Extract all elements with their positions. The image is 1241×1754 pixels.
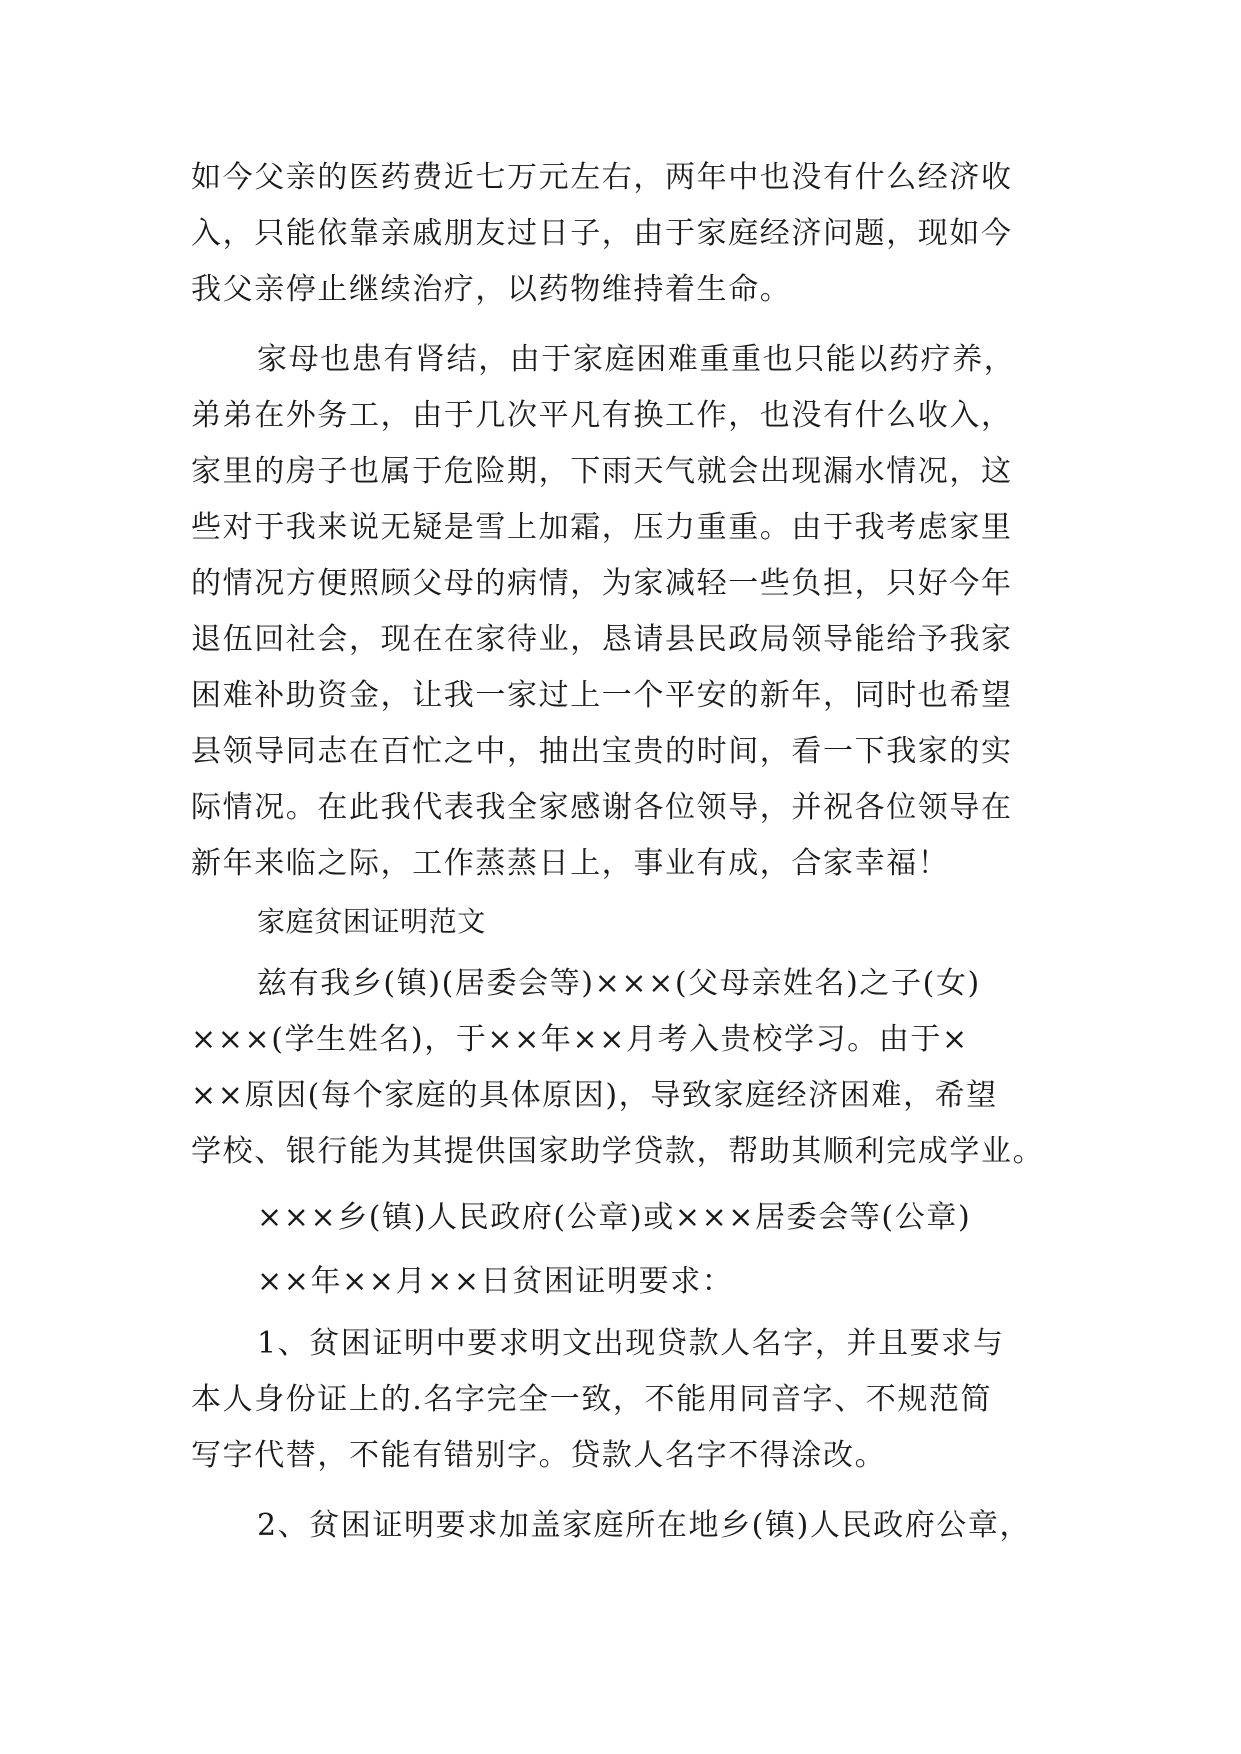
requirement-item-1: 1、贫困证明中要求明文出现贷款人名字，并且要求与 [257,1326,1005,1361]
body-line: 如今父亲的医药费近七万元左右，两年中也没有什么经济收 [191,160,1013,195]
body-line: 际情况。在此我代表我全家感谢各位领导，并祝各位领导在 [191,790,1013,825]
body-line: 新年来临之际，工作蒸蒸日上，事业有成，合家幸福！ [191,846,950,881]
body-line: 的情况方便照顾父母的病情，为家减轻一些负担，只好今年 [191,566,1013,601]
seal-line: ×××乡(镇)人民政府(公章)或×××居委会等(公章) [257,1200,972,1235]
paragraph-start-line: 兹有我乡(镇)(居委会等)×××(父母亲姓名)之子(女) [257,966,981,1001]
body-line: 县领导同志在百忙之中，抽出宝贵的时间，看一下我家的实 [191,734,1013,769]
date-line: ××年××月××日贫困证明要求： [257,1264,734,1299]
section-title: 家庭贫困证明范文 [257,905,486,938]
body-line: ×××(学生姓名)，于××年××月考入贵校学习。由于× [191,1022,969,1057]
body-line: ××原因(每个家庭的具体原因)，导致家庭经济困难，希望 [191,1078,998,1113]
body-line: 我父亲停止继续治疗，以药物维持着生命。 [191,272,792,307]
body-line: 退伍回社会，现在在家待业，恳请县民政局领导能给予我家 [191,622,1013,657]
body-line: 困难补助资金，让我一家过上一个平安的新年，同时也希望 [191,678,1013,713]
body-line: 弟弟在外务工，由于几次平凡有换工作，也没有什么收入， [191,398,1013,433]
body-line: 家里的房子也属于危险期，下雨天气就会出现漏水情况，这 [191,454,1013,489]
body-line: 写字代替，不能有错别字。贷款人名字不得涂改。 [191,1438,887,1473]
body-line: 些对于我来说无疑是雪上加霜，压力重重。由于我考虑家里 [191,510,1013,545]
paragraph-start-line: 家母也患有肾结，由于家庭困难重重也只能以药疗养， [257,342,1016,377]
body-line: 学校、银行能为其提供国家助学贷款，帮助其顺利完成学业。 [191,1134,1045,1169]
requirement-item-2: 2、贫困证明要求加盖家庭所在地乡(镇)人民政府公章， [257,1508,1032,1543]
body-line: 本人身份证上的.名字完全一致，不能用同音字、不规范简 [191,1382,993,1417]
body-line: 入，只能依靠亲戚朋友过日子，由于家庭经济问题，现如今 [191,216,1013,251]
